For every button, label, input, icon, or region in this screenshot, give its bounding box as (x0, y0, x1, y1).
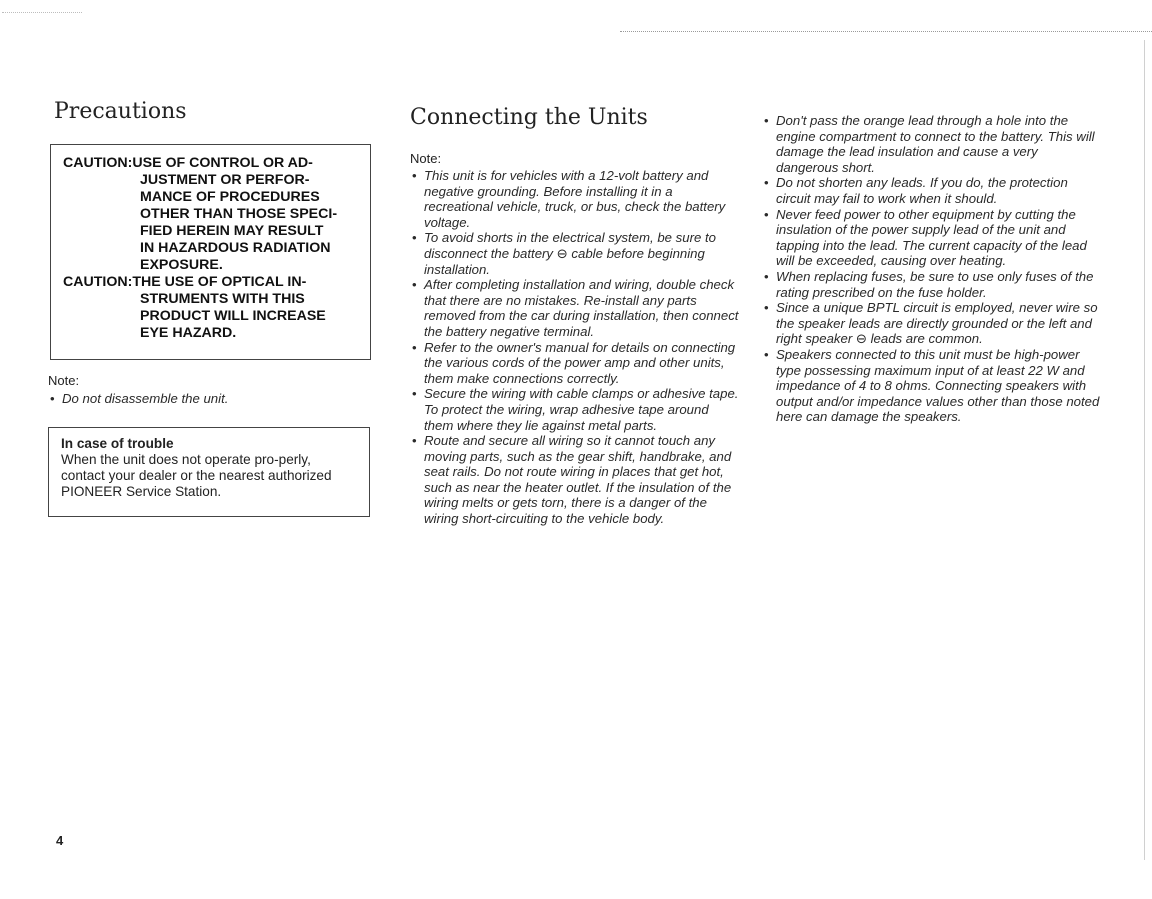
list-item: • After completing installation and wiring, double check that there are no mistakes. Re-install any parts removed from the car during installation, then connect the battery negative terminal. (410, 277, 740, 339)
connecting-notes-continued (762, 113, 1102, 425)
caution-label: CAUTION: (63, 274, 133, 290)
page-number: 4 (56, 833, 64, 848)
note-label: Note: (410, 151, 442, 166)
list-item: • Do not shorten any leads. If you do, the protection circuit may fail to work when it should. (762, 175, 1102, 206)
list-item: • This unit is for vehicles with a 12-volt battery and negative grounding. Before installing it in a recreational vehicle, truck, or bus, check the battery voltage. (410, 168, 740, 230)
connecting-notes (410, 168, 740, 527)
caution-line: FIED HEREIN MAY RESULT (140, 223, 324, 239)
list-item: • Never feed power to other equipment by cutting the insulation of the power supply lead of the unit and tapping into the lead. The current capacity of the lead will be exceeded, causing over heating. (762, 207, 1102, 269)
caution-line: EYE HAZARD. (140, 325, 237, 341)
caution-line: PRODUCT WILL INCREASE (140, 308, 326, 324)
precautions-title: Precautions (54, 99, 187, 124)
caution-line: THE USE OF OPTICAL IN- (132, 274, 307, 290)
list-item: • Secure the wiring with cable clamps or adhesive tape. To protect the wiring, wrap adhesive tape around them where they lie against metal parts. (410, 386, 740, 433)
caution-line: USE OF CONTROL OR AD- (132, 155, 313, 171)
page-edge (1144, 40, 1145, 860)
list-item: • Since a unique BPTL circuit is employed, never wire so the speaker leads are directly grounded or the left and right speaker ⊖ leads are common. (762, 300, 1102, 347)
connecting-title: Connecting the Units (410, 105, 648, 130)
list-item: • Do not disassemble the unit. (48, 391, 368, 407)
list-item: • To avoid shorts in the electrical system, be sure to disconnect the battery ⊖ cable before beginning installation. (410, 230, 740, 277)
note-label: Note: (48, 373, 80, 388)
caution-label: CAUTION: (63, 155, 133, 171)
caution-2-continued (63, 291, 358, 342)
scan-artifact (620, 31, 1152, 32)
list-item: • Refer to the owner's manual for details on connecting the various cords of the power amp and other units, them make connections correctly. (410, 340, 740, 387)
trouble-box (48, 427, 370, 517)
trouble-text: When the unit does not operate pro-perly, contact your dealer or the nearest authorized PIONEER Service Station. (61, 452, 332, 499)
list-item: • When replacing fuses, be sure to use only fuses of the rating prescribed on the fuse holder. (762, 269, 1102, 300)
caution-line: OTHER THAN THOSE SPECI- (140, 206, 338, 222)
list-item: • Route and secure all wiring so it cannot touch any moving parts, such as the gear shift, handbrake, and seat rails. Do not route wiring in places that get hot, such as near the heater outlet. If the insulation of the wiring melts or gets torn, there is a danger of the wiring short-circuiting to the vehicle body. (410, 433, 740, 527)
caution-text (132, 155, 358, 172)
list-item: • Don't pass the orange lead through a hole into the engine compartment to connect to the battery. This will damage the lead insulation and cause a very dangerous short. (762, 113, 1102, 175)
caution-line: MANCE OF PROCEDURES (140, 189, 320, 205)
list-item: • Speakers connected to this unit must be high-power type possessing maximum input of at least 22 W and impedance of 4 to 8 ohms. Connecting speakers with output and/or impedance values other than those noted here can damage the speakers. (762, 347, 1102, 425)
caution-1-continued (63, 172, 358, 274)
caution-1 (63, 155, 358, 172)
trouble-title: In case of trouble (61, 436, 174, 451)
precautions-notes (48, 391, 368, 407)
caution-line: JUSTMENT OR PERFOR- (140, 172, 310, 188)
caution-box (50, 144, 371, 360)
caution-line: STRUMENTS WITH THIS (140, 291, 305, 307)
caution-2 (63, 274, 358, 291)
caution-text (132, 274, 358, 291)
scan-artifact (2, 12, 82, 13)
caution-line: EXPOSURE. (140, 257, 223, 273)
caution-line: IN HAZARDOUS RADIATION (140, 240, 331, 256)
